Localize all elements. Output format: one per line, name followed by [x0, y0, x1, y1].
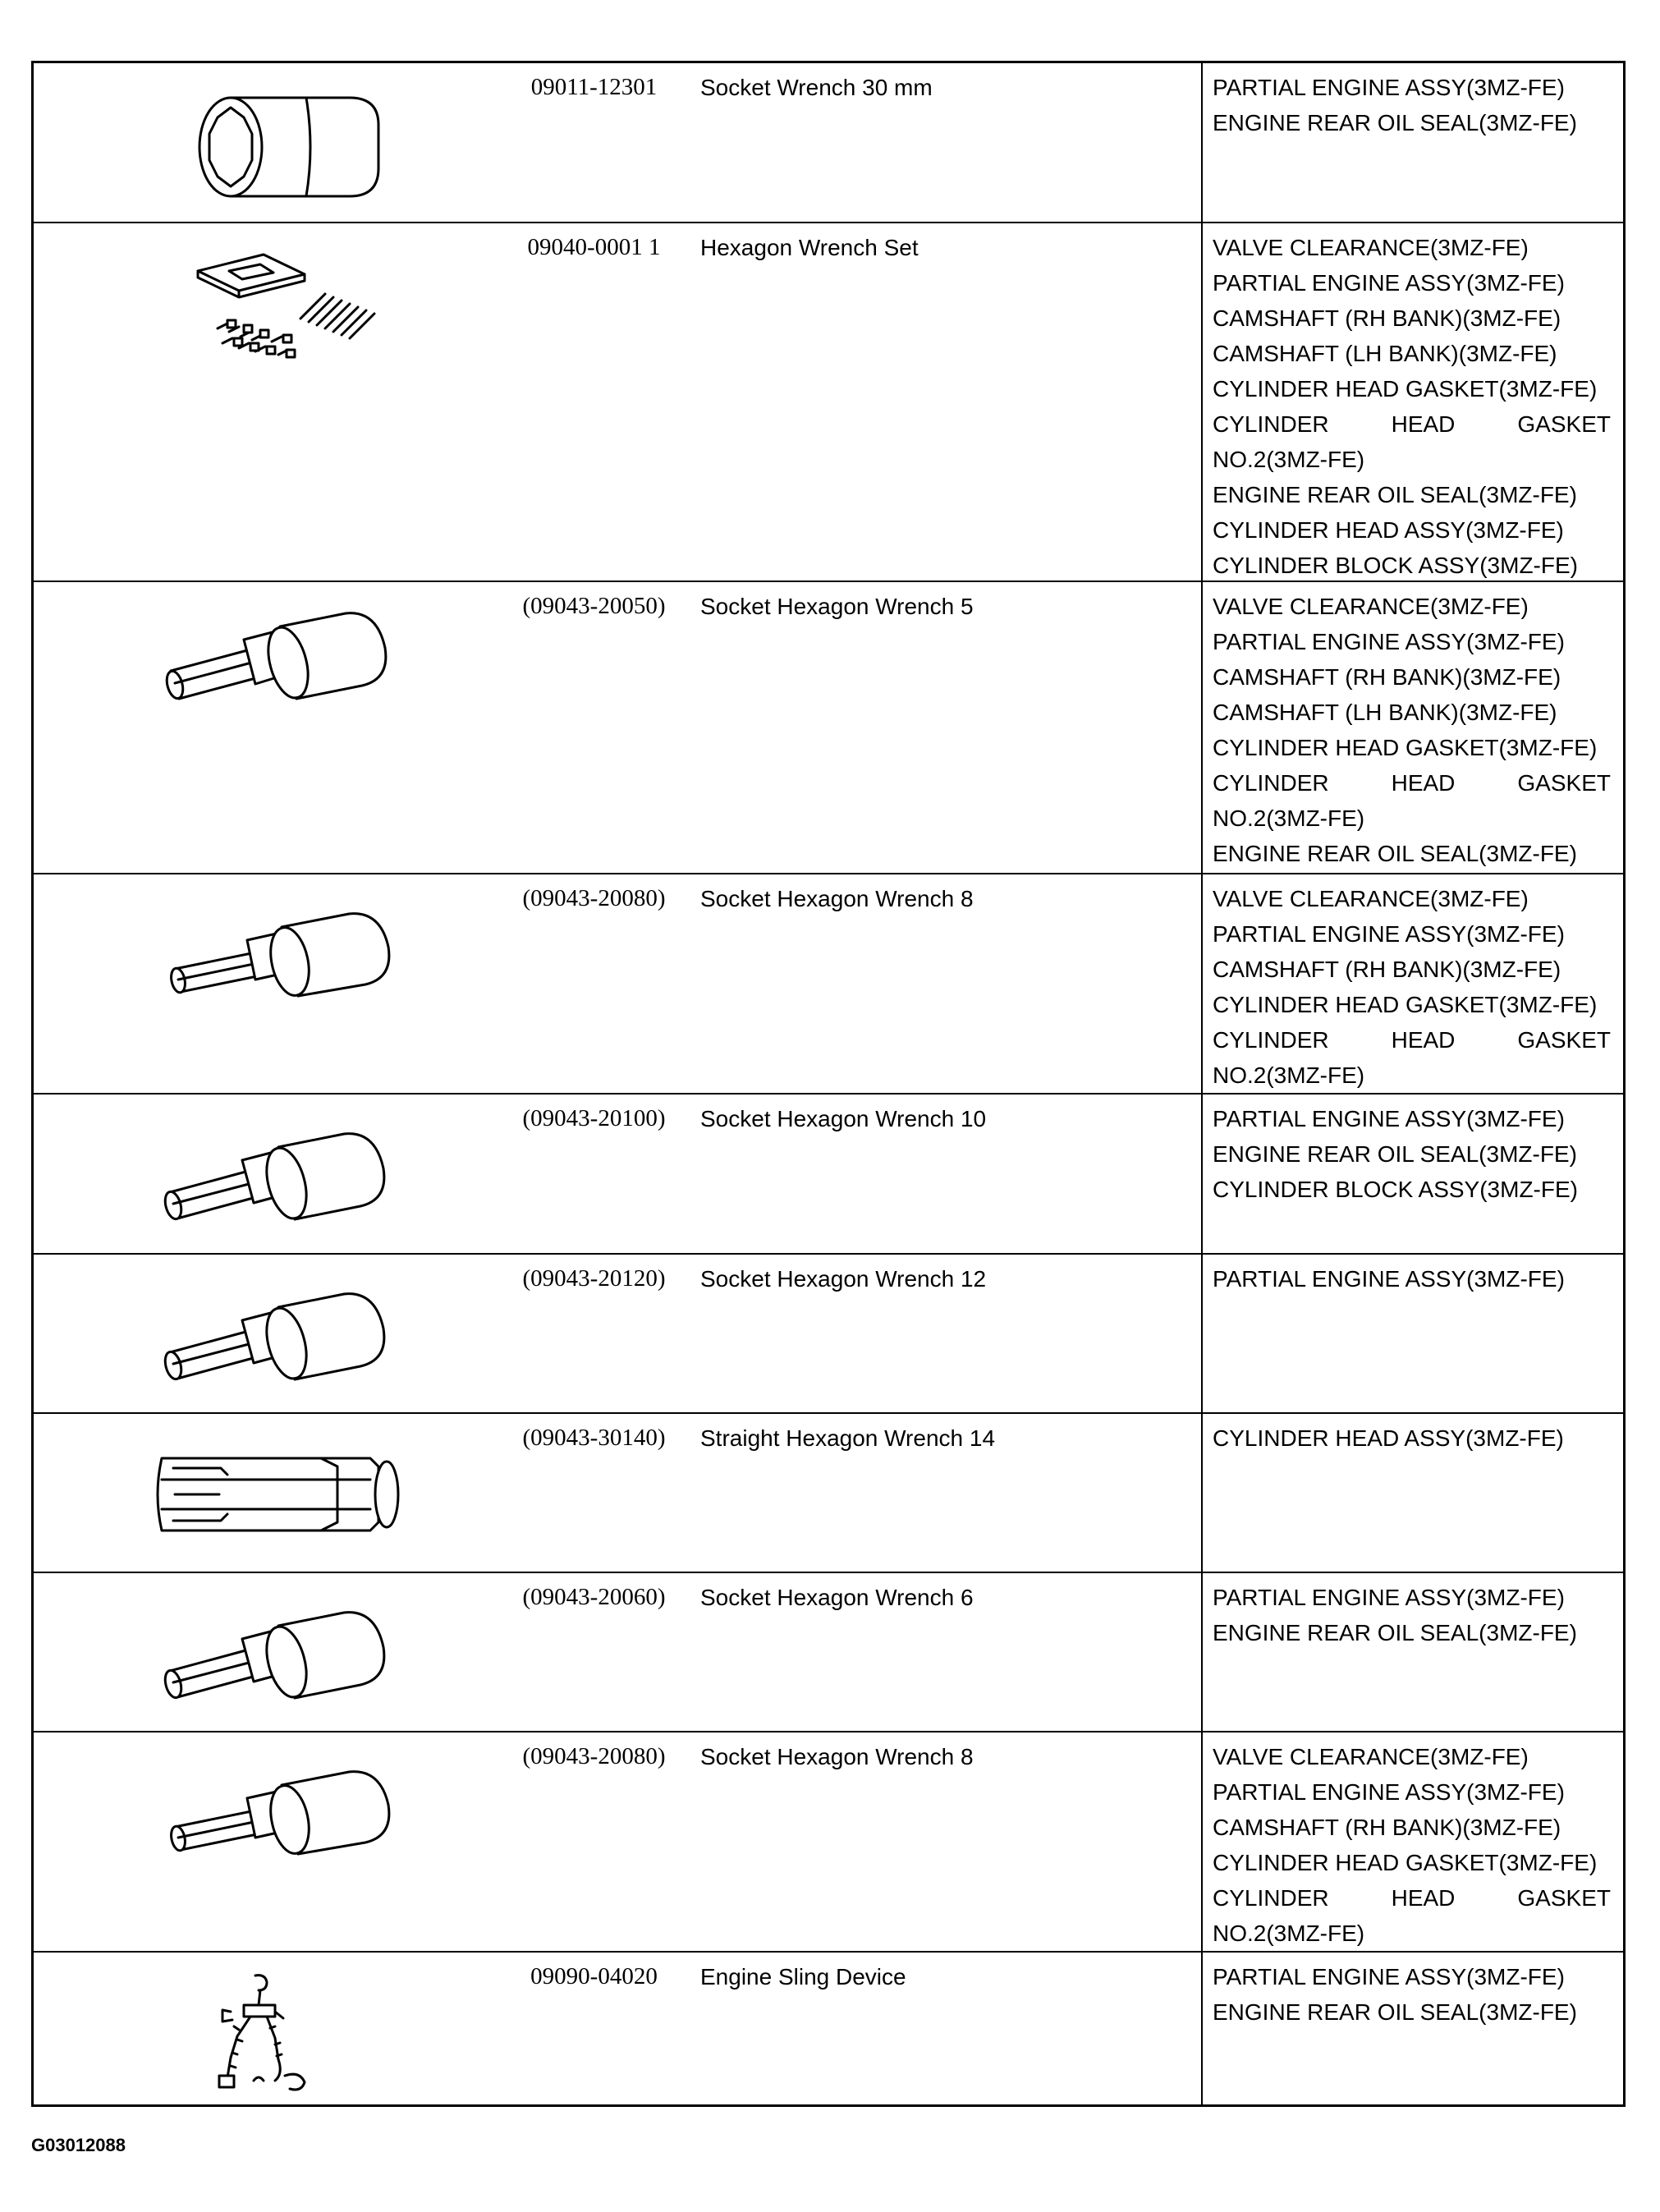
usage-item: PARTIAL ENGINE ASSY(3MZ-FE)	[1213, 1964, 1565, 1989]
usage-word: GASKET	[1517, 1027, 1611, 1053]
usage-item: ENGINE REAR OIL SEAL(3MZ-FE)	[1213, 1141, 1577, 1167]
usage-word: GASKET	[1517, 411, 1611, 437]
usage-item: VALVE CLEARANCE(3MZ-FE)	[1213, 594, 1529, 619]
straight-hexagon-wrench-illustration	[99, 1439, 428, 1545]
usage-item	[1213, 406, 1611, 442]
usage-item: ENGINE REAR OIL SEAL(3MZ-FE)	[1213, 110, 1577, 135]
usage-item: PARTIAL ENGINE ASSY(3MZ-FE)	[1213, 1266, 1565, 1292]
usage-item: NO.2(3MZ-FE)	[1213, 1062, 1365, 1088]
tool-name: Socket Hexagon Wrench 6	[700, 1585, 974, 1610]
usage-item: PARTIAL ENGINE ASSY(3MZ-FE)	[1213, 270, 1565, 296]
part-number: 09090-04020	[530, 1963, 658, 1989]
usage-item: NO.2(3MZ-FE)	[1213, 447, 1365, 472]
usage-list	[1213, 589, 1611, 871]
usage-item: CAMSHAFT (RH BANK)(3MZ-FE)	[1213, 957, 1561, 982]
tool-name: Socket Hexagon Wrench 8	[700, 1744, 974, 1769]
usage-item: NO.2(3MZ-FE)	[1213, 1921, 1365, 1946]
tool-name: Socket Hexagon Wrench 12	[700, 1266, 987, 1292]
usage-item: CYLINDER HEAD GASKET(3MZ-FE)	[1213, 376, 1598, 402]
usage-item: VALVE CLEARANCE(3MZ-FE)	[1213, 1744, 1529, 1769]
part-number: (09043-30140)	[522, 1425, 666, 1451]
usage-list	[1213, 1959, 1611, 2030]
usage-item: PARTIAL ENGINE ASSY(3MZ-FE)	[1213, 921, 1565, 947]
tool-name: Socket Hexagon Wrench 8	[700, 886, 974, 911]
usage-word: CYLINDER	[1213, 1027, 1329, 1053]
usage-item: NO.2(3MZ-FE)	[1213, 805, 1365, 831]
usage-item: CYLINDER HEAD ASSY(3MZ-FE)	[1213, 517, 1564, 543]
usage-item: ENGINE REAR OIL SEAL(3MZ-FE)	[1213, 841, 1577, 866]
usage-word: CYLINDER	[1213, 1885, 1329, 1911]
part-number: (09043-20120)	[522, 1265, 666, 1292]
socket-hexagon-wrench-illustration	[99, 1111, 428, 1234]
table-row	[34, 1095, 1623, 1255]
usage-item: CAMSHAFT (RH BANK)(3MZ-FE)	[1213, 305, 1561, 331]
table-row	[34, 1732, 1623, 1953]
table-row	[34, 63, 1623, 223]
part-number: (09043-20060)	[522, 1584, 666, 1610]
part-number: (09043-20080)	[522, 1743, 666, 1769]
usage-item: CAMSHAFT (LH BANK)(3MZ-FE)	[1213, 700, 1557, 725]
usage-list	[1213, 1580, 1611, 1650]
usage-item: VALVE CLEARANCE(3MZ-FE)	[1213, 235, 1529, 260]
part-number: 09011-12301	[530, 74, 658, 100]
figure-code: G03012088	[31, 2135, 126, 2155]
table-row	[34, 1414, 1623, 1573]
usage-item: CYLINDER HEAD GASKET(3MZ-FE)	[1213, 992, 1598, 1017]
table-row	[34, 582, 1623, 874]
usage-list	[1213, 1739, 1611, 1951]
usage-item: CYLINDER BLOCK ASSY(3MZ-FE)	[1213, 553, 1578, 578]
usage-item: CYLINDER BLOCK ASSY(3MZ-FE)	[1213, 1177, 1578, 1202]
part-number: (09043-20080)	[522, 885, 666, 911]
table-row	[34, 874, 1623, 1095]
hexagon-wrench-set-illustration	[99, 240, 428, 371]
usage-item: CYLINDER HEAD GASKET(3MZ-FE)	[1213, 735, 1598, 760]
usage-item: CYLINDER HEAD GASKET(3MZ-FE)	[1213, 1850, 1598, 1875]
usage-list	[1213, 70, 1611, 140]
usage-word: CYLINDER	[1213, 770, 1329, 796]
part-number: (09043-20100)	[522, 1105, 666, 1131]
usage-word: HEAD	[1391, 411, 1456, 437]
usage-list	[1213, 1420, 1611, 1456]
usage-list	[1213, 230, 1611, 583]
usage-item: ENGINE REAR OIL SEAL(3MZ-FE)	[1213, 482, 1577, 507]
tool-table	[31, 61, 1626, 2107]
usage-item: PARTIAL ENGINE ASSY(3MZ-FE)	[1213, 629, 1565, 654]
part-number: 09040-0001 1	[527, 234, 661, 260]
usage-item	[1213, 765, 1611, 801]
usage-word: HEAD	[1391, 770, 1456, 796]
usage-item: PARTIAL ENGINE ASSY(3MZ-FE)	[1213, 1779, 1565, 1805]
socket-hexagon-wrench-illustration	[99, 1271, 428, 1394]
socket-hexagon-wrench-illustration	[99, 891, 428, 1006]
tool-name: Straight Hexagon Wrench 14	[700, 1425, 996, 1451]
usage-list	[1213, 1261, 1611, 1296]
tool-name: Socket Hexagon Wrench 5	[700, 594, 974, 619]
usage-item: CAMSHAFT (RH BANK)(3MZ-FE)	[1213, 664, 1561, 690]
tool-name: Socket Hexagon Wrench 10	[700, 1106, 987, 1131]
usage-item: ENGINE REAR OIL SEAL(3MZ-FE)	[1213, 1999, 1577, 2025]
tool-name: Socket Wrench 30 mm	[700, 75, 933, 100]
socket-hexagon-wrench-illustration	[99, 1590, 428, 1713]
usage-item	[1213, 1880, 1611, 1916]
usage-item	[1213, 1022, 1611, 1058]
usage-item: ENGINE REAR OIL SEAL(3MZ-FE)	[1213, 1620, 1577, 1645]
usage-item: VALVE CLEARANCE(3MZ-FE)	[1213, 886, 1529, 911]
tool-name: Engine Sling Device	[700, 1964, 906, 1989]
usage-item: CAMSHAFT (LH BANK)(3MZ-FE)	[1213, 341, 1557, 366]
table-row	[34, 1255, 1623, 1414]
usage-word: HEAD	[1391, 1027, 1456, 1053]
usage-word: CYLINDER	[1213, 411, 1329, 437]
usage-item: CAMSHAFT (RH BANK)(3MZ-FE)	[1213, 1815, 1561, 1840]
socket-wrench-30mm-illustration	[99, 80, 428, 211]
table-row	[34, 223, 1623, 582]
usage-word: GASKET	[1517, 770, 1611, 796]
usage-item: PARTIAL ENGINE ASSY(3MZ-FE)	[1213, 75, 1565, 100]
usage-item: PARTIAL ENGINE ASSY(3MZ-FE)	[1213, 1585, 1565, 1610]
part-number: (09043-20050)	[522, 593, 666, 619]
usage-list	[1213, 1101, 1611, 1207]
table-row	[34, 1953, 1623, 2109]
tool-name: Hexagon Wrench Set	[700, 235, 919, 260]
table-row	[34, 1573, 1623, 1732]
socket-hexagon-wrench-illustration	[99, 1749, 428, 1864]
usage-item: CYLINDER HEAD ASSY(3MZ-FE)	[1213, 1425, 1564, 1451]
engine-sling-device-illustration	[99, 1969, 428, 2100]
socket-hexagon-wrench-illustration	[99, 599, 428, 714]
usage-word: HEAD	[1391, 1885, 1456, 1911]
usage-item: PARTIAL ENGINE ASSY(3MZ-FE)	[1213, 1106, 1565, 1131]
usage-word: GASKET	[1517, 1885, 1611, 1911]
usage-list	[1213, 881, 1611, 1093]
